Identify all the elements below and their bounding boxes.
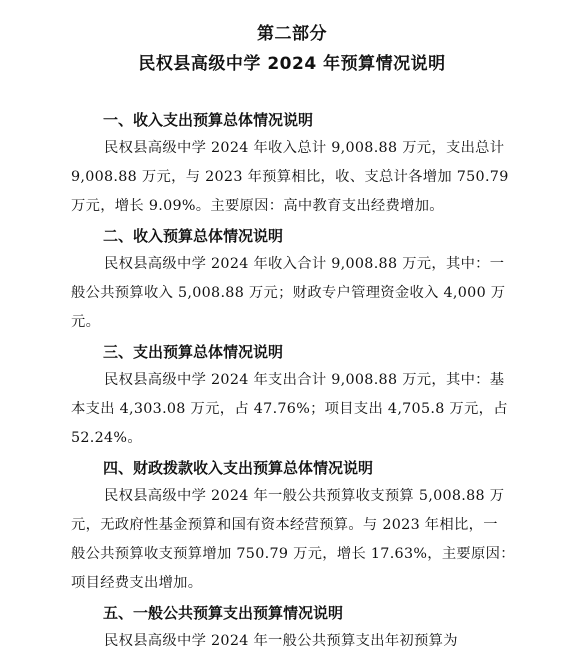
section-heading: 五、一般公共预算支出预算情况说明 <box>103 604 344 622</box>
paragraph-line: 元，无政府性基金预算和国有资本经营预算。与 2023 年相比，一 <box>71 517 498 533</box>
paragraph-line: 民权县高级中学 2024 年一般公共预算支出年初预算为 <box>104 633 458 649</box>
section-heading: 一、收入支出预算总体情况说明 <box>103 111 314 129</box>
paragraph-line: 万元，增长 9.09%。主要原因：高中教育支出经费增加。 <box>71 198 444 214</box>
paragraph-line: 元。 <box>71 314 101 330</box>
paragraph-line: 民权县高级中学 2024 年支出合计 9,008.88 万元，其中：基 <box>104 372 505 388</box>
paragraph-line: 般公共预算收入 5,008.88 万元；财政专户管理资金收入 4,000 万 <box>71 285 506 301</box>
paragraph-line: 本支出 4,303.08 万元，占 47.76%；项目支出 4,705.8 万元，占 <box>71 401 508 417</box>
paragraph-line: 民权县高级中学 2024 年收入合计 9,008.88 万元，其中：一 <box>104 256 505 272</box>
document-title: 民权县高级中学 2024 年预算情况说明 <box>138 54 446 74</box>
paragraph-line: 9,008.88 万元，与 2023 年预算相比，收、支总计各增加 750.79 <box>71 169 509 185</box>
part-title: 第二部分 <box>257 24 327 44</box>
section-heading: 三、支出预算总体情况说明 <box>103 343 284 361</box>
paragraph-line: 民权县高级中学 2024 年一般公共预算收支预算 5,008.88 万 <box>104 488 505 504</box>
paragraph-line: 般公共预算收支预算增加 750.79 万元，增长 17.63%，主要原因： <box>71 546 515 562</box>
paragraph-line: 52.24%。 <box>71 430 142 446</box>
paragraph-line: 项目经费支出增加。 <box>71 575 203 591</box>
section-heading: 四、财政拨款收入支出预算总体情况说明 <box>103 459 374 477</box>
paragraph-line: 民权县高级中学 2024 年收入总计 9,008.88 万元，支出总计 <box>104 140 505 156</box>
section-heading: 二、收入预算总体情况说明 <box>103 227 284 245</box>
